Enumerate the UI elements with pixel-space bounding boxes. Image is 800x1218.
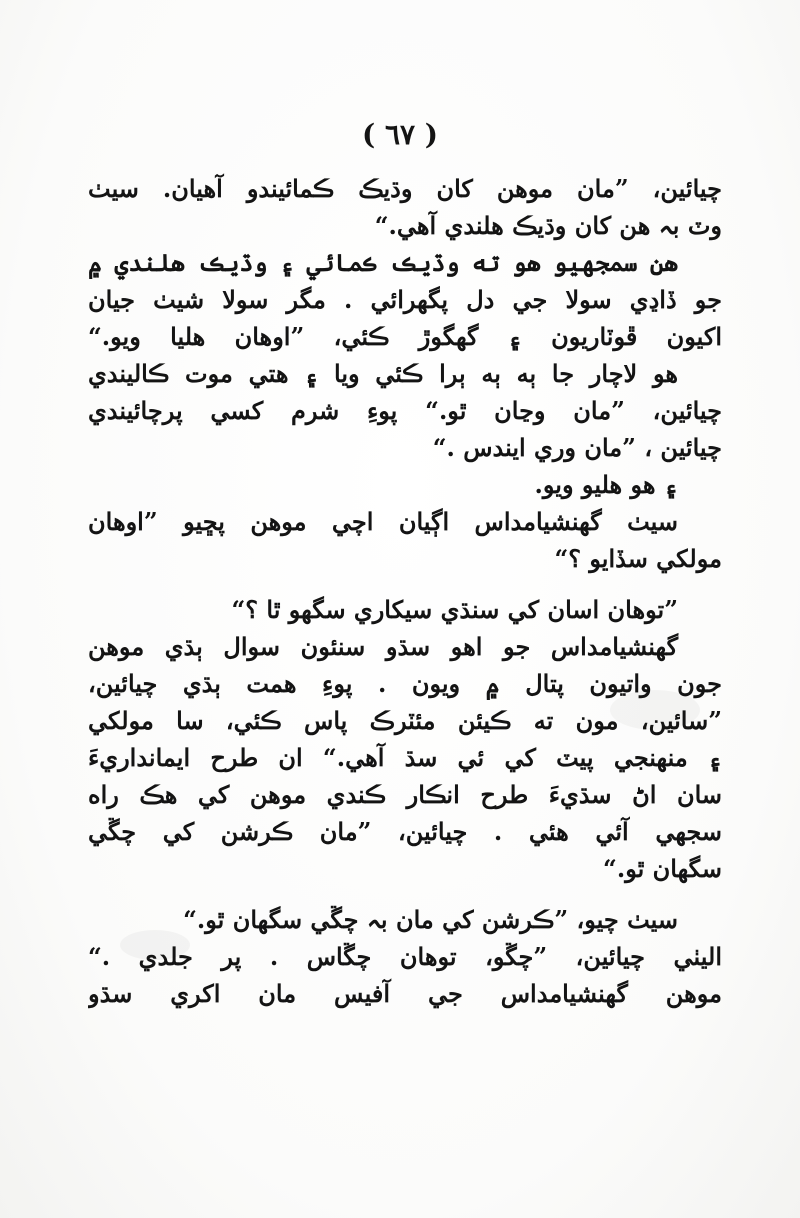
body-text <box>88 170 722 1012</box>
text-line: سان اڻ سڌيءَ طرح انڪار ڪندي موهن کي هڪ راه <box>88 780 722 809</box>
text-line: ۽ منهنجي پيٽ کي ئي سڌ آهي.“ ان طرح ايمانداريءَ <box>88 743 722 772</box>
text-line: سيٺ چيو، ”ڪرشن کي مان بہ چڱي سگهان ٿو.“ <box>183 905 678 934</box>
page-number: ( ٦٧ ) <box>361 118 439 151</box>
paragraph-gap <box>88 577 722 591</box>
text-line: جون واتيون پتال ۾ ويون . پوءِ همت ٻڌي چيائين، <box>88 669 722 698</box>
text-line: وٽ بہ هن کان وڌيڪ هلندي آهي.“ <box>374 211 722 240</box>
text-line: هو لاچار جا ٻه ٻه ٻرا ڪئي ويا ۽ هتي موت ڪاليندي <box>88 359 678 388</box>
text-line: چيائين، ”مان موهن کان وڌيڪ ڪمائيندو آهيان. سيٺ <box>88 174 722 203</box>
text-line: چيائين، ”مان وڃان ٿو.“ پوءِ شرم کسي پرچائيندي <box>88 396 722 425</box>
text-line: ”سائين، مون ته ڪيئن مئٽرڪ پاس ڪئي، سا مولکي <box>88 706 722 735</box>
paragraph-gap <box>88 887 722 901</box>
text-line: گهنشيامداس جو اهو سڌو سنئون سوال ٻڌي موهن <box>88 632 678 661</box>
text-line: هن سمجهيو هو ته وڌيڪ ڪمائي ۽ وڌيڪ هلندي ۾ <box>88 248 678 277</box>
text-line: ”توهان اسان کي سنڌي سيکاري سگهو ٿا ؟“ <box>231 595 678 624</box>
text-line: اليٺي چيائين، ”چڱو، توهان چڱاس . پر جلدي .“ <box>88 942 722 971</box>
text-line: مولکي سڏايو ؟“ <box>554 544 722 573</box>
text-line: ۽ هو هليو ويو. <box>534 470 678 499</box>
text-line: سگهان ٿو.“ <box>603 854 722 883</box>
text-line: اکيون ڦوٽاريون ۽ گهگوڙ ڪئي، ”اوهان هليا ويو.“ <box>88 322 722 351</box>
text-line: جو ڏاڍي سولا جي دل پگهرائي . مگر سولا شيٺ جيان <box>88 285 722 314</box>
text-line: موهن گهنشيامداس جي آفيس مان اکري سڌو <box>88 979 722 1008</box>
text-line: سجهي آئي هئي . چيائين، ”مان ڪرشن کي چڱي <box>88 817 722 846</box>
text-line: سيٺ گهنشيامداس اڳيان اچي موهن پڇيو ”اوهان <box>88 507 678 536</box>
text-line: چيائين ، ”مان وري ايندس .“ <box>432 433 722 462</box>
